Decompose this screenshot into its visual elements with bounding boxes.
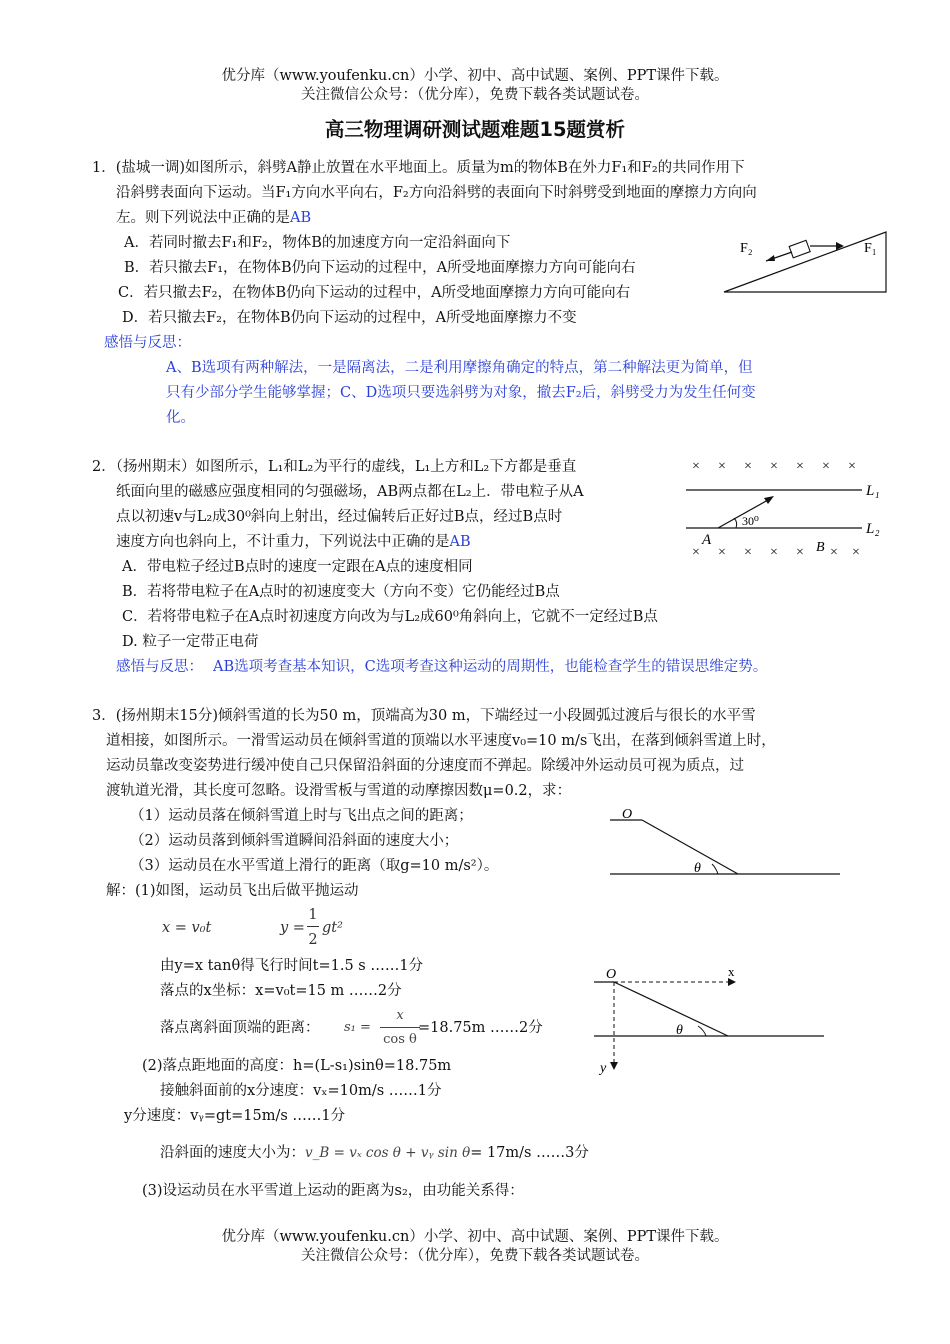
q3-sub-2: （2）运动员落到倾斜雪道瞬间沿斜面的速度大小； [130, 833, 459, 849]
point-o-label: O [622, 807, 633, 822]
header-line-2: 关注微信公众号：（优分库），免费下载各类试题试卷。 [301, 87, 649, 103]
q3-s1-bar [380, 1027, 420, 1028]
svg-text:×: × [848, 459, 856, 474]
q3-solution-4-label: 落点离斜面顶端的距离： [160, 1020, 320, 1036]
q3-sub-1: （1）运动员落在倾斜雪道上时与飞出点之间的距离； [130, 808, 473, 824]
q1-stem-line-3: 左。则下列说法中正确的是AB [116, 210, 312, 226]
theta-label: θ [694, 861, 701, 876]
svg-text:×: × [822, 459, 830, 474]
x-axis-label: x [728, 964, 735, 979]
q3-stem-line-4: 渡轨道光滑，其长度可忽略。设滑雪板与雪道的动摩擦因数μ=0.2，求： [106, 783, 572, 799]
q3-eq-y-lhs: y = [280, 920, 305, 936]
q3-eq-y-den: 2 [308, 932, 318, 948]
q3-projectile-figure [592, 964, 842, 1079]
l1-label: L₁ [866, 483, 880, 499]
q1-option-c: C．若只撤去F₂，在物体B仍向下运动的过程中，A所受地面摩擦力方向可能向右 [118, 285, 631, 301]
svg-text:×: × [770, 545, 778, 560]
slope-line [614, 982, 728, 1036]
q3-eq-y-num: 1 [308, 907, 318, 923]
q1-stem-line-1: 1．(盐城一调)如图所示，斜劈A静止放置在水平地面上。质量为m的物体B在外力F₁和F₂的共同作用下 [92, 160, 745, 176]
svg-text:×: × [718, 459, 726, 474]
q1-option-a: A．若同时撤去F₁和F₂，物体B的加速度方向一定沿斜面向下 [124, 235, 511, 251]
svg-text:×: × [852, 545, 860, 560]
q3-solution-5: (2)落点距地面的高度：h=(L-s₁)sinθ=18.75m [142, 1058, 452, 1074]
page-title: 高三物理调研测试题难题15题赏析 [324, 118, 626, 141]
q3-solution-7: y分速度：vᵧ=gt=15m/s ……1分 [124, 1108, 346, 1124]
q3-sub-3: （3）运动员在水平雪道上滑行的距离（取g=10 m/s²）。 [130, 858, 499, 874]
q2-option-a: A．带电粒子经过B点时的速度一定跟在A点的速度相同 [122, 559, 473, 575]
angle-label: 30⁰ [742, 514, 759, 528]
q2-stem-line-1: 2．（扬州期末）如图所示，L₁和L₂为平行的虚线，L₁上方和L₂下方都是垂直 [92, 459, 577, 475]
q3-slope-figure [608, 806, 848, 886]
q2-stem-line-2: 纸面向里的磁感应强度相同的匀强磁场，AB两点都在L₂上．带电粒子从A [116, 484, 584, 500]
svg-text:×: × [744, 545, 752, 560]
q3-solution-2: 由y=x tanθ得飞行时间t=1.5 s ……1分 [160, 958, 424, 974]
q1-answer: AB [290, 210, 312, 226]
q3-solution-3: 落点的x坐标：x=v₀t=15 m ……2分 [160, 983, 402, 999]
q3-stem-line-1: 3．(扬州期末15分)倾斜雪道的长为50 m，顶端高为30 m，下端经过一小段圆弧过渡后与很长的水平雪 [92, 708, 756, 724]
theta-label: θ [676, 1023, 683, 1038]
y-axis-label: y [600, 1061, 607, 1076]
q3-stem-line-2: 道相接，如图所示。一滑雪运动员在倾斜雪道的顶端以水平速度v₀=10 m/s飞出，在落到倾斜雪道上时， [106, 733, 776, 749]
q1-reflect-line-3: 化。 [166, 410, 195, 426]
q3-solution-1: 解：(1)如图，运动员飞出后做平抛运动 [106, 883, 359, 899]
q3-s1-lhs: s₁ = [344, 1020, 371, 1035]
svg-text:×: × [830, 545, 838, 560]
q3-s1-den: cos θ [383, 1032, 417, 1047]
q3-solution-8: 沿斜面的速度大小为：v_B = vₓ cos θ + vᵧ sin θ= 17m/s ……3分 [160, 1145, 589, 1161]
q1-option-b: B．若只撤去F₁，在物体B仍向下运动的过程中，A所受地面摩擦力方向可能向右 [124, 260, 636, 276]
svg-text:×: × [770, 459, 778, 474]
q3-stem-line-3: 运动员靠改变姿势进行缓冲使自己只保留沿斜面的分速度而不弹起。除缓冲外运动员可视为质点，过 [106, 758, 744, 774]
q3-solution-9: (3)设运动员在水平雪道上运动的距离为s₂，由功能关系得： [142, 1183, 524, 1199]
q1-reflect-line-2: 只有少部分学生能够掌握；C、D选项只要选斜劈为对象，撤去F₂后，斜劈受力为发生任何变 [166, 385, 756, 401]
header-line-1: 优分库（www.youfenku.cn）小学、初中、高中试题、案例、PPT课件下载。 [221, 68, 729, 84]
svg-text:×: × [718, 545, 726, 560]
q2-stem-line-3: 点以初速v与L₂成30⁰斜向上射出，经过偏转后正好过B点，经过B点时 [116, 509, 563, 525]
upper-field-crosses [692, 459, 856, 474]
q3-s1-num: x [396, 1008, 404, 1023]
f1-label: F₁ [864, 241, 877, 256]
q3-solution-6: 接触斜面前的x分速度：vₓ=10m/s ……1分 [160, 1083, 442, 1099]
q1-reflect-label: 感悟与反思： [104, 335, 191, 351]
q2-magnetic-field-figure [684, 452, 889, 562]
svg-text:×: × [744, 459, 752, 474]
q1-incline-figure [720, 228, 890, 298]
svg-text:×: × [692, 459, 700, 474]
q1-reflect-line-1: A、B选项有两种解法，一是隔离法，二是利用摩擦角确定的特点，第二种解法更为简单，但 [166, 360, 753, 376]
q3-eq-y-rhs: gt² [322, 920, 343, 936]
slope-line [642, 820, 738, 874]
q3-s1-result: =18.75m ……2分 [418, 1020, 543, 1036]
l2-label: L₂ [866, 521, 880, 537]
q2-option-c: C．若将带电粒子在A点时初速度方向改为与L₂成60⁰角斜向上，它就不一定经过B点 [122, 609, 658, 625]
q3-vb-equation: v_B = vₓ cos θ + vᵧ sin θ [305, 1145, 471, 1161]
f2-label: F₂ [740, 241, 753, 256]
q2-option-b: B．若将带电粒子在A点时的初速度变大（方向不变）它仍能经过B点 [122, 584, 560, 600]
point-b-label: B [816, 540, 825, 555]
q2-stem-line-4: 速度方向也斜向上，不计重力，下列说法中正确的是AB [116, 534, 471, 550]
footer-line-2: 关注微信公众号：（优分库），免费下载各类试题试卷。 [301, 1248, 649, 1264]
svg-text:×: × [692, 545, 700, 560]
lower-field-crosses [692, 545, 860, 560]
block-b [789, 240, 810, 257]
q2-reflect: 感悟与反思： AB选项考查基本知识，C选项考查这种运动的周期性，也能检查学生的错误思维定势。 [116, 659, 768, 675]
point-a-label: A [702, 532, 712, 548]
q1-option-d: D．若只撤去F₂，在物体B仍向下运动的过程中，A所受地面摩擦力不变 [122, 310, 577, 326]
q3-eq-x: x = v₀t [162, 920, 212, 936]
q2-option-d: D. 粒子一定带正电荷 [122, 634, 259, 650]
q3-eq-y-bar [307, 926, 319, 927]
footer-line-1: 优分库（www.youfenku.cn）小学、初中、高中试题、案例、PPT课件下载。 [221, 1229, 729, 1245]
svg-text:×: × [796, 459, 804, 474]
svg-text:×: × [796, 545, 804, 560]
q2-answer: AB [449, 534, 471, 550]
q1-stem-line-2: 沿斜劈表面向下运动。当F₁方向水平向右，F₂方向沿斜劈的表面向下时斜劈受到地面的摩擦力方向向 [116, 185, 757, 201]
point-o-label: O [606, 967, 617, 982]
